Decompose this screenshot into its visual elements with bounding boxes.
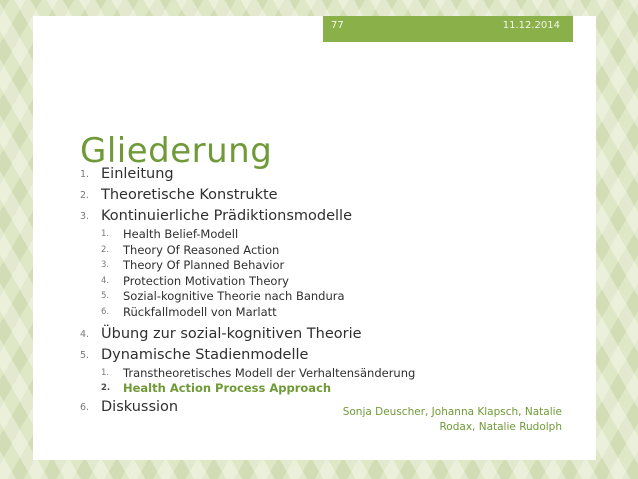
agenda-item-number: 6. [80, 401, 90, 413]
agenda-subitem-number: 2. [101, 244, 110, 255]
agenda-subitem-label: Rückfallmodell von Marlatt [123, 304, 277, 319]
agenda-subitem-label: Sozial-kognitive Theorie nach Bandura [123, 289, 345, 304]
agenda-subitem [80, 243, 580, 259]
agenda-item [80, 164, 580, 185]
agenda-subitem-number: 2. [101, 383, 111, 394]
agenda-item-label: Dynamische Stadienmodelle [101, 346, 309, 363]
agenda-subitem [80, 305, 580, 321]
agenda-item-label: Übung zur sozial-kognitiven Theorie [101, 325, 362, 342]
agenda-item [80, 185, 580, 206]
agenda-subitem-label: Theory Of Planned Behavior [123, 258, 285, 273]
agenda-item-label: Diskussion [101, 398, 179, 415]
slide-title: Gliederung [80, 130, 273, 171]
agenda-item [80, 206, 580, 227]
agenda-subitem [80, 227, 580, 243]
agenda-subitem-number: 1. [101, 367, 110, 378]
agenda-item-number: 4. [80, 328, 90, 340]
agenda-item-label: Kontinuierliche Prädiktionsmodelle [101, 208, 352, 224]
agenda-list [80, 164, 580, 418]
agenda-item-number: 2. [80, 190, 90, 201]
agenda-item-number: 1. [80, 169, 90, 180]
agenda-subitem [80, 258, 580, 274]
agenda-subitem-number: 6. [101, 306, 110, 317]
slide-number: 77 [331, 20, 344, 31]
agenda-item-number: 5. [80, 349, 90, 361]
agenda-item-number: 3. [80, 211, 90, 222]
agenda-subitem [80, 366, 580, 382]
authors-line: Sonja Deuscher, Johanna Klapsch, Natalie [342, 406, 562, 418]
agenda-subitem [80, 274, 580, 290]
authors-footer [302, 405, 562, 435]
slide-date: 11.12.2014 [502, 20, 560, 31]
agenda-subitem-label: Health Belief-Modell [123, 227, 239, 241]
agenda-subitem-number: 3. [101, 260, 110, 271]
agenda-subitem-number: 1. [101, 229, 110, 239]
agenda-item-label: Einleitung [101, 166, 174, 182]
agenda-subitem [80, 289, 580, 305]
agenda-subitem-label: Transtheoretisches Modell der Verhaltensänderung [123, 365, 416, 380]
agenda-item-label: Theoretische Konstrukte [101, 187, 278, 203]
agenda-subitem-label: Health Action Process Approach [123, 381, 332, 396]
agenda-item [80, 345, 580, 366]
agenda-subitem-label: Theory Of Reasoned Action [123, 242, 280, 257]
agenda-subitem-number: 4. [101, 275, 110, 286]
agenda-item [80, 324, 580, 345]
agenda-subitem-current [80, 381, 580, 397]
authors-line: Rodax, Natalie Rudolph [439, 421, 562, 433]
agenda-subitem-label: Protection Motivation Theory [123, 273, 289, 288]
agenda-subitem-number: 5. [101, 291, 110, 302]
